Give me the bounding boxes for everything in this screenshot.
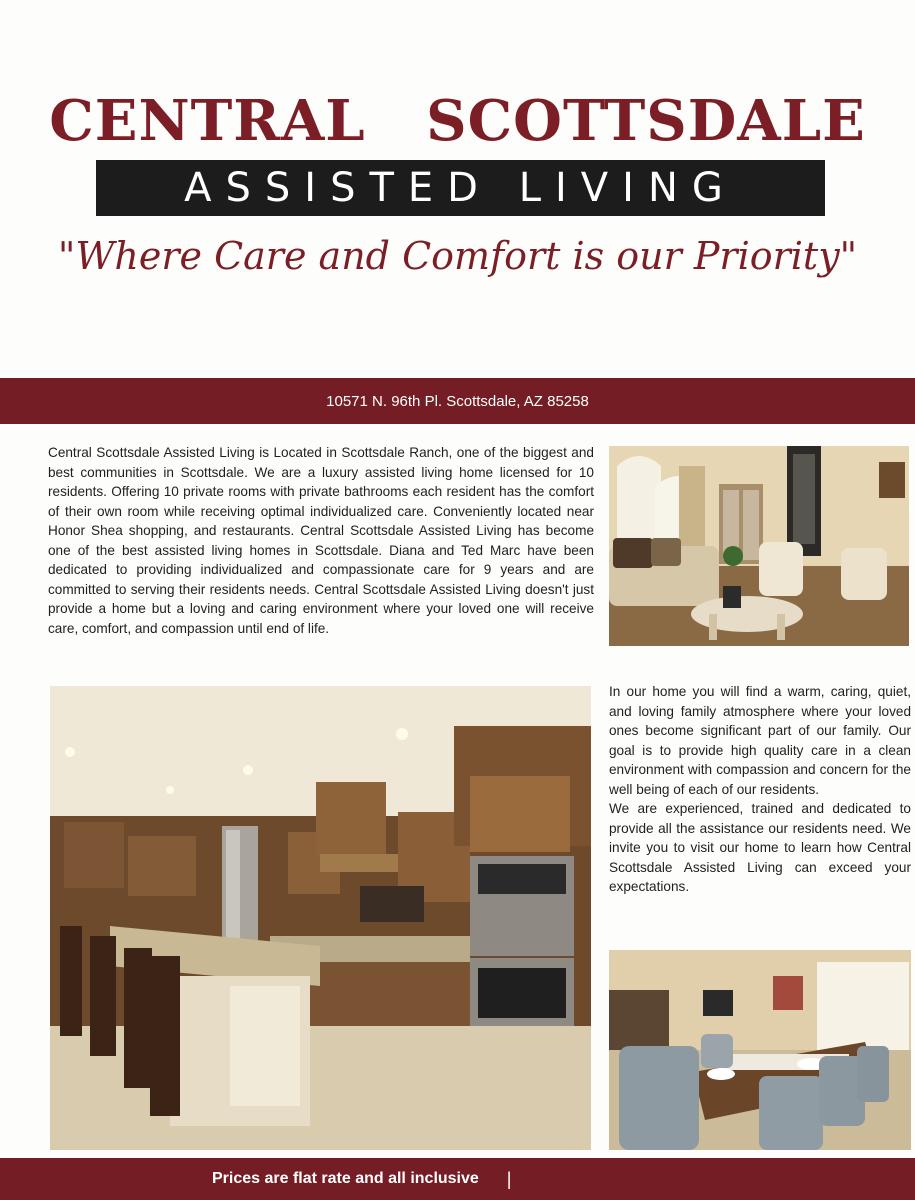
brand-title: CENTRAL SCOTTSDALE <box>49 88 866 154</box>
footer-pricing-text: Prices are flat rate and all inclusive <box>212 1170 479 1187</box>
tagline: "Where Care and Comfort is our Priority" <box>57 234 858 278</box>
kitchen-photo <box>50 686 591 1150</box>
living-room-photo <box>609 446 909 646</box>
about-home-paragraph-1: In our home you will find a warm, caring, quiet, and loving family atmosphere where your loved ones become significant part of our family. Our goal is to provide high quality care in a clean environment with compassion and concern for the well being of each of our residents. <box>609 684 911 797</box>
about-home-text <box>609 682 911 897</box>
footer-separator: | <box>506 1168 512 1189</box>
about-home-paragraph-2: We are experienced, trained and dedicated to provide all the assistance our residents need. We invite you to visit our home to learn how Central Scottsdale Assisted Living can exceed your expectations. <box>609 801 911 894</box>
dining-room-photo <box>609 950 911 1150</box>
address-text: 10571 N. 96th Pl. Scottsdale, AZ 85258 <box>326 392 589 410</box>
address-band <box>0 378 915 424</box>
brand-subtitle: ASSISTED LIVING <box>184 165 737 211</box>
brand-subtitle-bar <box>96 160 825 216</box>
intro-paragraph: Central Scottsdale Assisted Living is Located in Scottsdale Ranch, one of the biggest and best communities in Scottsdale. We are a luxury assisted living home licensed for 10 residents. Offering 10 private rooms with private bathrooms each resident has the comfort of their own room while receiving optimal individualized care. Conveniently located near Honor Shea shopping, and restaurants. Central Scottsdale Assisted Living has become one of the best assisted living homes in Scottsdale. Diana and Ted Marc have been dedicated to providing individualized and compassionate care for 9 years and are committed to serving their residents needs. Central Scottsdale Assisted Living doesn't just provide a home but a loving and caring environment where your loved one will receive care, comfort, and compassion until end of life. <box>48 445 594 636</box>
footer-band <box>0 1158 915 1200</box>
